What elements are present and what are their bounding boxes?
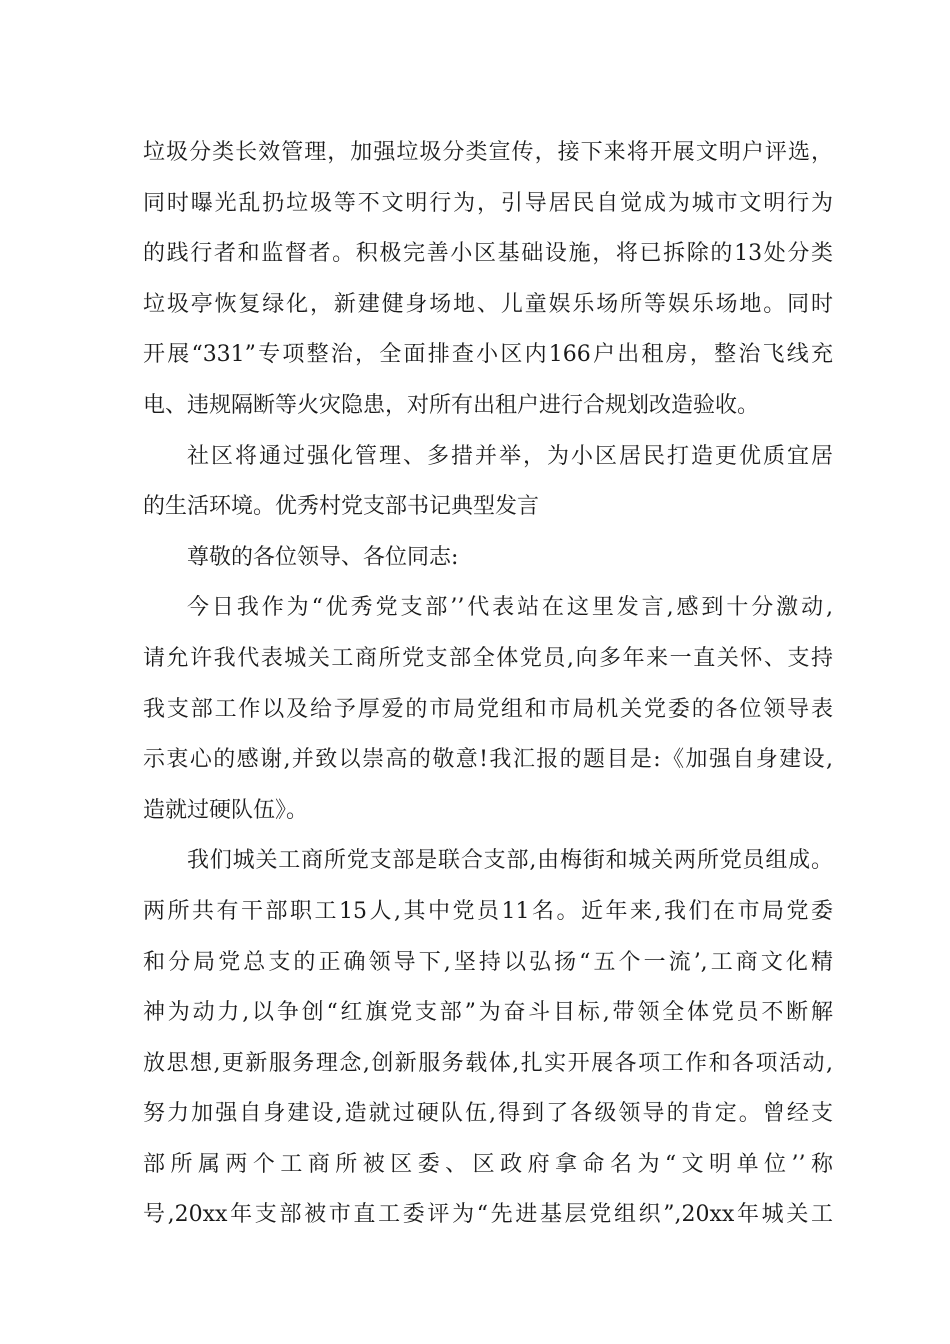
text-line: 号,20xx年支部被市直工委评为“先进基层党组织”,20xx年城关工 (143, 1202, 833, 1228)
text-line: 部所属两个工商所被区委、区政府拿命名为“文明单位’’称 (143, 1151, 833, 1177)
text-line: 示衷心的感谢,并致以崇高的敬意!我汇报的题目是:《加强自身建设, (143, 747, 833, 773)
text-line: 的践行者和监督者。积极完善小区基础设施，将已拆除的13处分类 (143, 241, 833, 267)
text-line: 同时曝光乱扔垃圾等不文明行为，引导居民自觉成为城市文明行为 (143, 190, 833, 216)
text-line: 造就过硬队伍》。 (143, 797, 309, 823)
salutation: 尊敬的各位领导、各位同志: (187, 544, 459, 570)
paragraph-start-line: 我们城关工商所党支部是联合支部,由梅街和城关两所党员组成。 (187, 848, 833, 874)
text-line: 我支部工作以及给予厚爱的市局党组和市局机关党委的各位领导表 (143, 696, 833, 722)
text-line: 垃圾亭恢复绿化，新建健身场地、儿童娱乐场所等娱乐场地。同时 (143, 291, 833, 317)
text-line: 放思想,更新服务理念,创新服务载体,扎实开展各项工作和各项活动, (143, 1050, 833, 1076)
text-line: 神为动力,以争创“红旗党支部”为奋斗目标,带领全体党员不断解 (143, 1000, 833, 1026)
text-line: 的生活环境。优秀村党支部书记典型发言 (143, 494, 540, 520)
document-body (143, 128, 833, 1241)
text-line: 和分局党总支的正确领导下,坚持以弘扬“五个一流’,工商文化精 (143, 949, 833, 975)
text-line: 两所共有干部职工15人,其中党员11名。近年来,我们在市局党委 (143, 898, 833, 924)
text-line: 请允许我代表城关工商所党支部全体党员,向多年来一直关怀、支持 (143, 645, 833, 671)
paragraph-start-line: 今日我作为“优秀党支部’’代表站在这里发言,感到十分激动, (187, 595, 833, 621)
paragraph-start-line: 社区将通过强化管理、多措并举，为小区居民打造更优质宜居 (187, 443, 833, 469)
text-line: 垃圾分类长效管理，加强垃圾分类宣传，接下来将开展文明户评选， (143, 140, 833, 165)
text-line: 电、违规隔断等火灾隐患，对所有出租户进行合规划改造验收。 (143, 392, 760, 418)
text-line: 开展“331”专项整治，全面排查小区内166户出租房，整治飞线充 (143, 342, 833, 368)
text-line: 努力加强自身建设,造就过硬队伍,得到了各级领导的肯定。曾经支 (143, 1101, 833, 1127)
